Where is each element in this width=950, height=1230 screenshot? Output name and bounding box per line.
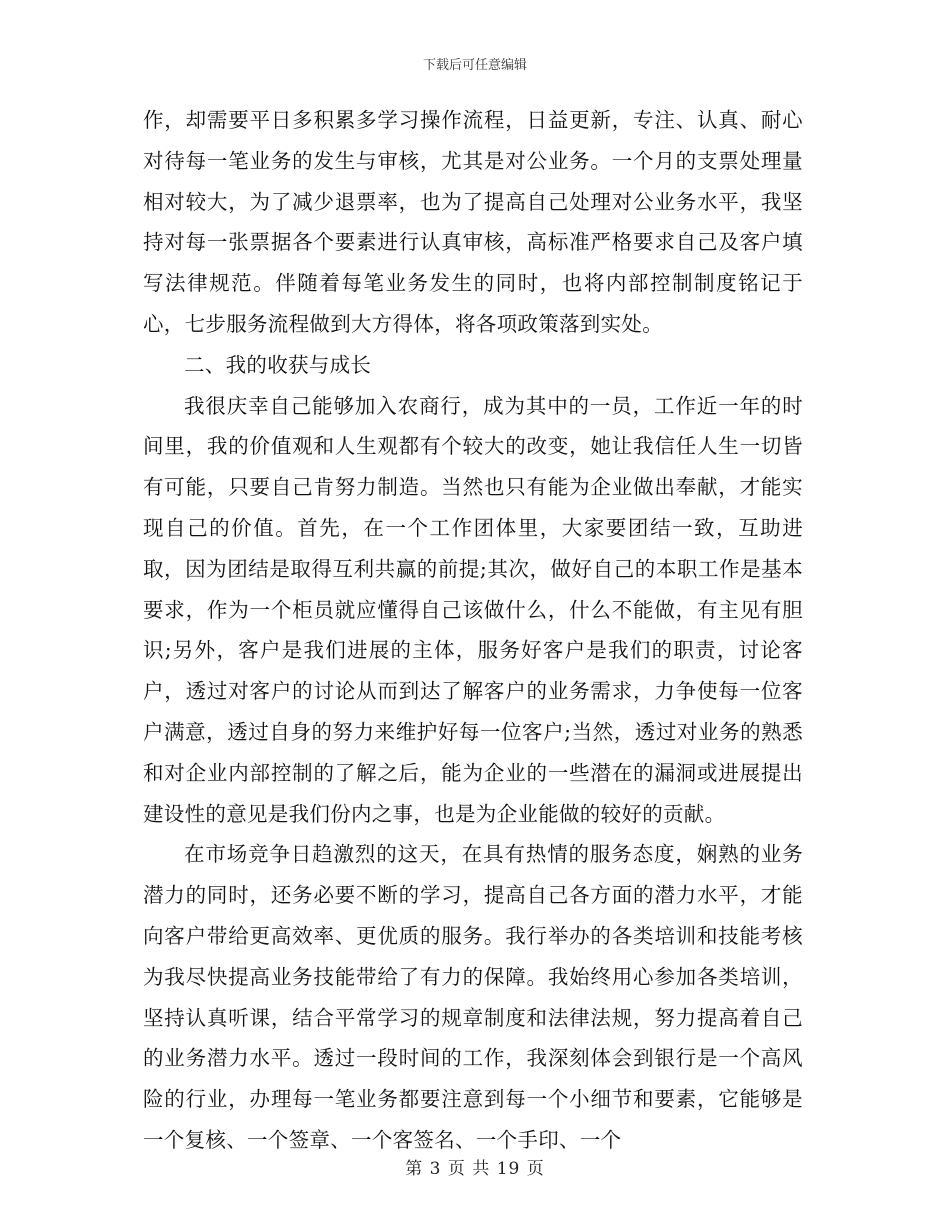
document-body <box>143 100 803 1161</box>
section-heading: 二、我的收获与成长 <box>184 352 372 377</box>
paragraph-continued: 作，却需要平日多积累多学习操作流程，日益更新，专注、认真、耐心对待每一笔业务的发生与审核，尤其是对公业务。一个月的支票处理量相对较大，为了减少退票率，也为了提高自己处理对公业务水平，我坚持对每一张票据各个要素进行认真审核，高标准严格要求自己及客户填写法律规范。伴随着每笔业务发生的同时，也将内部控制制度铭记于心，七步服务流程做到大方得体，将各项政策落到实处。 <box>143 108 803 336</box>
page-header: 下载后可任意编辑 <box>422 58 527 73</box>
page-number: 第 3 页 共 19 页 <box>405 1159 545 1179</box>
paragraph: 在市场竞争日趋激烈的这天，在具有热情的服务态度，娴熟的业务潜力的同时，还务必要不断的学习，提高自己各方面的潜力水平，才能向客户带给更高效率、更优质的服务。我行举办的各类培训和技能考核为我尽快提高业务技能带给了有力的保障。我始终用心参加各类培训，坚持认真听课，结合平常学习的规章制度和法律法规，努力提高着自己的业务潜力水平。透过一段时间的工作，我深刻体会到银行是一个高风险的行业，办理每一笔业务都要注意到每一个小细节和要素，它能够是一个复核、一个签章、一个客签名、一个手印、一个 <box>143 842 803 1152</box>
paragraph: 我很庆幸自己能够加入农商行，成为其中的一员，工作近一年的时间里，我的价值观和人生观都有个较大的改变，她让我信任人生一切皆有可能，只要自己肯努力制造。当然也只有能为企业做出奉献，才能实现自己的价值。首先，在一个工作团体里，大家要团结一致，互助进取，因为团结是取得互利共赢的前提;其次，做好自己的本职工作是基本要求，作为一个柜员就应懂得自己该做什么，什么不能做，有主见有胆识;另外，客户是我们进展的主体，服务好客户是我们的职责，讨论客户，透过对客户的讨论从而到达了解客户的业务需求，力争使每一位客户满意，透过自身的努力来维护好每一位客户;当然，透过对业务的熟悉和对企业内部控制的了解之后，能为企业的一些潜在的漏洞或进展提出建设性的意见是我们份内之事，也是为企业能做的较好的贡献。 <box>143 393 803 826</box>
